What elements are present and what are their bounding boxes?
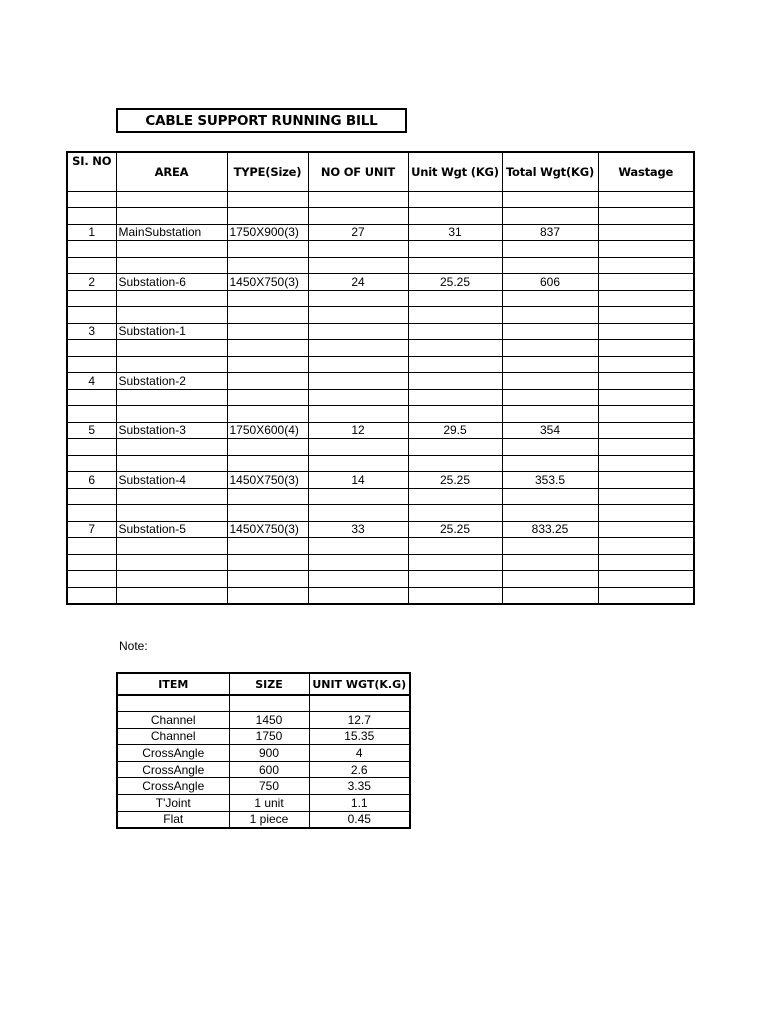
cell-unit-wgt: 25.25	[408, 274, 502, 291]
cell-sl-no	[67, 538, 116, 555]
cell-sl-no: 4	[67, 373, 116, 390]
cell-area	[116, 257, 227, 274]
cell-area	[116, 208, 227, 225]
cell-wastage	[598, 538, 694, 555]
cell-unit-wgt: 1.1	[309, 795, 410, 812]
cell-area	[116, 554, 227, 571]
cell-type-size	[227, 290, 308, 307]
cell-area: Substation-1	[116, 323, 227, 340]
cell-size: 1750	[229, 728, 309, 745]
cell-sl-no	[67, 307, 116, 324]
table-row	[117, 712, 410, 729]
cell-unit-wgt	[408, 191, 502, 208]
cell-unit-wgt	[309, 695, 410, 712]
cell-area	[116, 307, 227, 324]
cell-area	[116, 538, 227, 555]
cell-area	[116, 290, 227, 307]
cell-total-wgt	[502, 439, 598, 456]
cell-total-wgt	[502, 571, 598, 588]
cell-unit-wgt	[408, 241, 502, 258]
cell-no-of-unit	[308, 488, 408, 505]
cell-total-wgt: 354	[502, 422, 598, 439]
cell-size: 600	[229, 761, 309, 778]
cell-unit-wgt	[408, 505, 502, 522]
cell-type-size: 1450X750(3)	[227, 472, 308, 489]
cell-sl-no: 6	[67, 472, 116, 489]
table-row	[67, 241, 694, 258]
cell-no-of-unit	[308, 257, 408, 274]
cell-no-of-unit	[308, 571, 408, 588]
cell-item: CrossAngle	[117, 778, 229, 795]
cell-sl-no	[67, 389, 116, 406]
table-header-row	[117, 673, 410, 695]
cell-unit-wgt	[408, 538, 502, 555]
cell-no-of-unit	[308, 290, 408, 307]
cell-unit-wgt	[408, 373, 502, 390]
cell-type-size	[227, 257, 308, 274]
cell-type-size	[227, 554, 308, 571]
unit-weight-table	[116, 672, 411, 829]
cell-type-size	[227, 340, 308, 357]
cell-no-of-unit	[308, 505, 408, 522]
cell-unit-wgt: 2.6	[309, 761, 410, 778]
cell-no-of-unit	[308, 241, 408, 258]
table-row	[67, 191, 694, 208]
cell-wastage	[598, 389, 694, 406]
cell-total-wgt: 833.25	[502, 521, 598, 538]
cell-no-of-unit	[308, 323, 408, 340]
cell-size: 750	[229, 778, 309, 795]
page-title: CABLE SUPPORT RUNNING BILL	[116, 108, 407, 133]
table-row	[67, 505, 694, 522]
cell-item: Channel	[117, 728, 229, 745]
cell-area: Substation-2	[116, 373, 227, 390]
cell-type-size: 1450X750(3)	[227, 274, 308, 291]
cell-unit-wgt	[408, 340, 502, 357]
cell-no-of-unit	[308, 208, 408, 225]
header-item: ITEM	[117, 673, 229, 695]
cell-no-of-unit	[308, 406, 408, 423]
cell-wastage	[598, 290, 694, 307]
cell-no-of-unit	[308, 587, 408, 604]
table-row	[67, 521, 694, 538]
cell-sl-no	[67, 208, 116, 225]
cell-no-of-unit: 14	[308, 472, 408, 489]
cell-area	[116, 571, 227, 588]
cell-no-of-unit	[308, 340, 408, 357]
cell-unit-wgt	[408, 290, 502, 307]
cell-no-of-unit	[308, 356, 408, 373]
cell-unit-wgt	[408, 571, 502, 588]
table-row	[67, 538, 694, 555]
cell-unit-wgt: 15.35	[309, 728, 410, 745]
running-bill-table	[66, 151, 695, 605]
cell-area: Substation-6	[116, 274, 227, 291]
cell-total-wgt	[502, 406, 598, 423]
cell-total-wgt	[502, 241, 598, 258]
table-row	[67, 340, 694, 357]
cell-unit-wgt: 12.7	[309, 712, 410, 729]
cell-type-size	[227, 439, 308, 456]
cell-unit-wgt: 25.25	[408, 521, 502, 538]
cell-type-size	[227, 323, 308, 340]
cell-unit-wgt	[408, 406, 502, 423]
cell-unit-wgt	[408, 208, 502, 225]
table-row	[117, 795, 410, 812]
table-row	[117, 778, 410, 795]
header-wastage: Wastage	[598, 152, 694, 191]
cell-sl-no	[67, 241, 116, 258]
cell-no-of-unit	[308, 307, 408, 324]
cell-wastage	[598, 455, 694, 472]
cell-item: Channel	[117, 712, 229, 729]
header-unit-wgt: Unit Wgt (KG)	[408, 152, 502, 191]
cell-area	[116, 439, 227, 456]
table-row	[67, 422, 694, 439]
cell-type-size	[227, 241, 308, 258]
cell-type-size	[227, 538, 308, 555]
cell-area: Substation-4	[116, 472, 227, 489]
cell-sl-no	[67, 406, 116, 423]
cell-wastage	[598, 521, 694, 538]
cell-area	[116, 356, 227, 373]
cell-no-of-unit	[308, 455, 408, 472]
cell-type-size	[227, 406, 308, 423]
table-row	[67, 488, 694, 505]
cell-type-size	[227, 356, 308, 373]
cell-no-of-unit	[308, 538, 408, 555]
cell-unit-wgt	[408, 323, 502, 340]
cell-area: Substation-5	[116, 521, 227, 538]
cell-total-wgt	[502, 340, 598, 357]
cell-wastage	[598, 208, 694, 225]
cell-unit-wgt: 4	[309, 745, 410, 762]
cell-type-size	[227, 389, 308, 406]
table-row	[117, 745, 410, 762]
cell-unit-wgt: 25.25	[408, 472, 502, 489]
table-row	[67, 406, 694, 423]
cell-total-wgt	[502, 554, 598, 571]
cell-sl-no	[67, 587, 116, 604]
cell-wastage	[598, 274, 694, 291]
cell-unit-wgt	[408, 257, 502, 274]
cell-wastage	[598, 257, 694, 274]
cell-type-size	[227, 208, 308, 225]
cell-total-wgt	[502, 208, 598, 225]
cell-no-of-unit	[308, 439, 408, 456]
cell-sl-no	[67, 439, 116, 456]
header-type-size: TYPE(Size)	[227, 152, 308, 191]
cell-size	[229, 695, 309, 712]
cell-total-wgt	[502, 538, 598, 555]
cell-no-of-unit	[308, 373, 408, 390]
cell-sl-no	[67, 290, 116, 307]
cell-wastage	[598, 224, 694, 241]
cell-item: T'Joint	[117, 795, 229, 812]
cell-wastage	[598, 323, 694, 340]
cell-unit-wgt	[408, 356, 502, 373]
cell-total-wgt: 353.5	[502, 472, 598, 489]
table-row	[67, 356, 694, 373]
cell-sl-no	[67, 571, 116, 588]
cell-area	[116, 241, 227, 258]
cell-item: Flat	[117, 811, 229, 828]
cell-unit-wgt	[408, 455, 502, 472]
table-row	[67, 323, 694, 340]
cell-size: 900	[229, 745, 309, 762]
cell-wastage	[598, 406, 694, 423]
table-row	[67, 389, 694, 406]
cell-wastage	[598, 191, 694, 208]
cell-area	[116, 389, 227, 406]
cell-type-size: 1750X600(4)	[227, 422, 308, 439]
cell-unit-wgt: 29.5	[408, 422, 502, 439]
cell-wastage	[598, 472, 694, 489]
cell-sl-no: 1	[67, 224, 116, 241]
cell-wastage	[598, 241, 694, 258]
cell-wastage	[598, 422, 694, 439]
cell-area	[116, 488, 227, 505]
cell-area	[116, 340, 227, 357]
cell-total-wgt	[502, 587, 598, 604]
cell-area	[116, 505, 227, 522]
table-row	[67, 571, 694, 588]
cell-unit-wgt	[408, 554, 502, 571]
cell-size: 1450	[229, 712, 309, 729]
cell-area: Substation-3	[116, 422, 227, 439]
cell-sl-no	[67, 488, 116, 505]
cell-unit-wgt	[408, 307, 502, 324]
table-row	[67, 587, 694, 604]
cell-total-wgt	[502, 373, 598, 390]
cell-sl-no: 5	[67, 422, 116, 439]
cell-wastage	[598, 587, 694, 604]
cell-sl-no: 7	[67, 521, 116, 538]
cell-type-size	[227, 505, 308, 522]
cell-item: CrossAngle	[117, 761, 229, 778]
cell-wastage	[598, 488, 694, 505]
cell-sl-no: 3	[67, 323, 116, 340]
cell-unit-wgt	[408, 587, 502, 604]
cell-sl-no	[67, 554, 116, 571]
cell-total-wgt	[502, 356, 598, 373]
cell-wastage	[598, 505, 694, 522]
cell-unit-wgt	[408, 389, 502, 406]
cell-no-of-unit: 33	[308, 521, 408, 538]
cell-area	[116, 406, 227, 423]
cell-total-wgt: 606	[502, 274, 598, 291]
cell-no-of-unit: 27	[308, 224, 408, 241]
cell-item: CrossAngle	[117, 745, 229, 762]
cell-type-size: 1750X900(3)	[227, 224, 308, 241]
cell-wastage	[598, 439, 694, 456]
table-row	[67, 472, 694, 489]
table-row	[117, 811, 410, 828]
cell-total-wgt	[502, 257, 598, 274]
cell-total-wgt: 837	[502, 224, 598, 241]
table-row	[67, 373, 694, 390]
cell-no-of-unit: 24	[308, 274, 408, 291]
table-row	[67, 554, 694, 571]
cell-area: MainSubstation	[116, 224, 227, 241]
table-row	[117, 728, 410, 745]
cell-no-of-unit	[308, 389, 408, 406]
table-row	[67, 274, 694, 291]
table-row	[67, 439, 694, 456]
note-label: Note:	[119, 639, 148, 653]
header-size: SIZE	[229, 673, 309, 695]
cell-no-of-unit	[308, 554, 408, 571]
cell-total-wgt	[502, 488, 598, 505]
cell-total-wgt	[502, 290, 598, 307]
cell-wastage	[598, 373, 694, 390]
table-row	[67, 455, 694, 472]
cell-area	[116, 191, 227, 208]
header-sl-no: SI. NO	[67, 152, 116, 191]
cell-type-size	[227, 307, 308, 324]
header-area: AREA	[116, 152, 227, 191]
table-row	[117, 761, 410, 778]
cell-unit-wgt: 0.45	[309, 811, 410, 828]
cell-no-of-unit: 12	[308, 422, 408, 439]
table-row	[117, 695, 410, 712]
cell-total-wgt	[502, 191, 598, 208]
cell-total-wgt	[502, 389, 598, 406]
table-header-row	[67, 152, 694, 191]
table-row	[67, 290, 694, 307]
header-unit-wgt-kg: UNIT WGT(K.G)	[309, 673, 410, 695]
cell-sl-no	[67, 340, 116, 357]
table-row	[67, 307, 694, 324]
cell-size: 1 piece	[229, 811, 309, 828]
cell-sl-no	[67, 455, 116, 472]
cell-type-size	[227, 587, 308, 604]
cell-wastage	[598, 307, 694, 324]
cell-type-size	[227, 455, 308, 472]
cell-sl-no: 2	[67, 274, 116, 291]
cell-type-size	[227, 488, 308, 505]
cell-item	[117, 695, 229, 712]
cell-unit-wgt: 3.35	[309, 778, 410, 795]
cell-sl-no	[67, 356, 116, 373]
cell-unit-wgt	[408, 488, 502, 505]
cell-area	[116, 587, 227, 604]
cell-wastage	[598, 554, 694, 571]
cell-type-size	[227, 571, 308, 588]
table-row	[67, 257, 694, 274]
table-row	[67, 208, 694, 225]
cell-sl-no	[67, 257, 116, 274]
cell-wastage	[598, 340, 694, 357]
table-row	[67, 224, 694, 241]
cell-total-wgt	[502, 505, 598, 522]
header-no-of-unit: NO OF UNIT	[308, 152, 408, 191]
cell-wastage	[598, 571, 694, 588]
cell-total-wgt	[502, 323, 598, 340]
cell-unit-wgt	[408, 439, 502, 456]
cell-type-size: 1450X750(3)	[227, 521, 308, 538]
cell-wastage	[598, 356, 694, 373]
cell-no-of-unit	[308, 191, 408, 208]
header-total-wgt: Total Wgt(KG)	[502, 152, 598, 191]
cell-sl-no	[67, 191, 116, 208]
cell-total-wgt	[502, 307, 598, 324]
cell-type-size	[227, 191, 308, 208]
cell-type-size	[227, 373, 308, 390]
cell-size: 1 unit	[229, 795, 309, 812]
cell-total-wgt	[502, 455, 598, 472]
cell-sl-no	[67, 505, 116, 522]
cell-area	[116, 455, 227, 472]
cell-unit-wgt: 31	[408, 224, 502, 241]
